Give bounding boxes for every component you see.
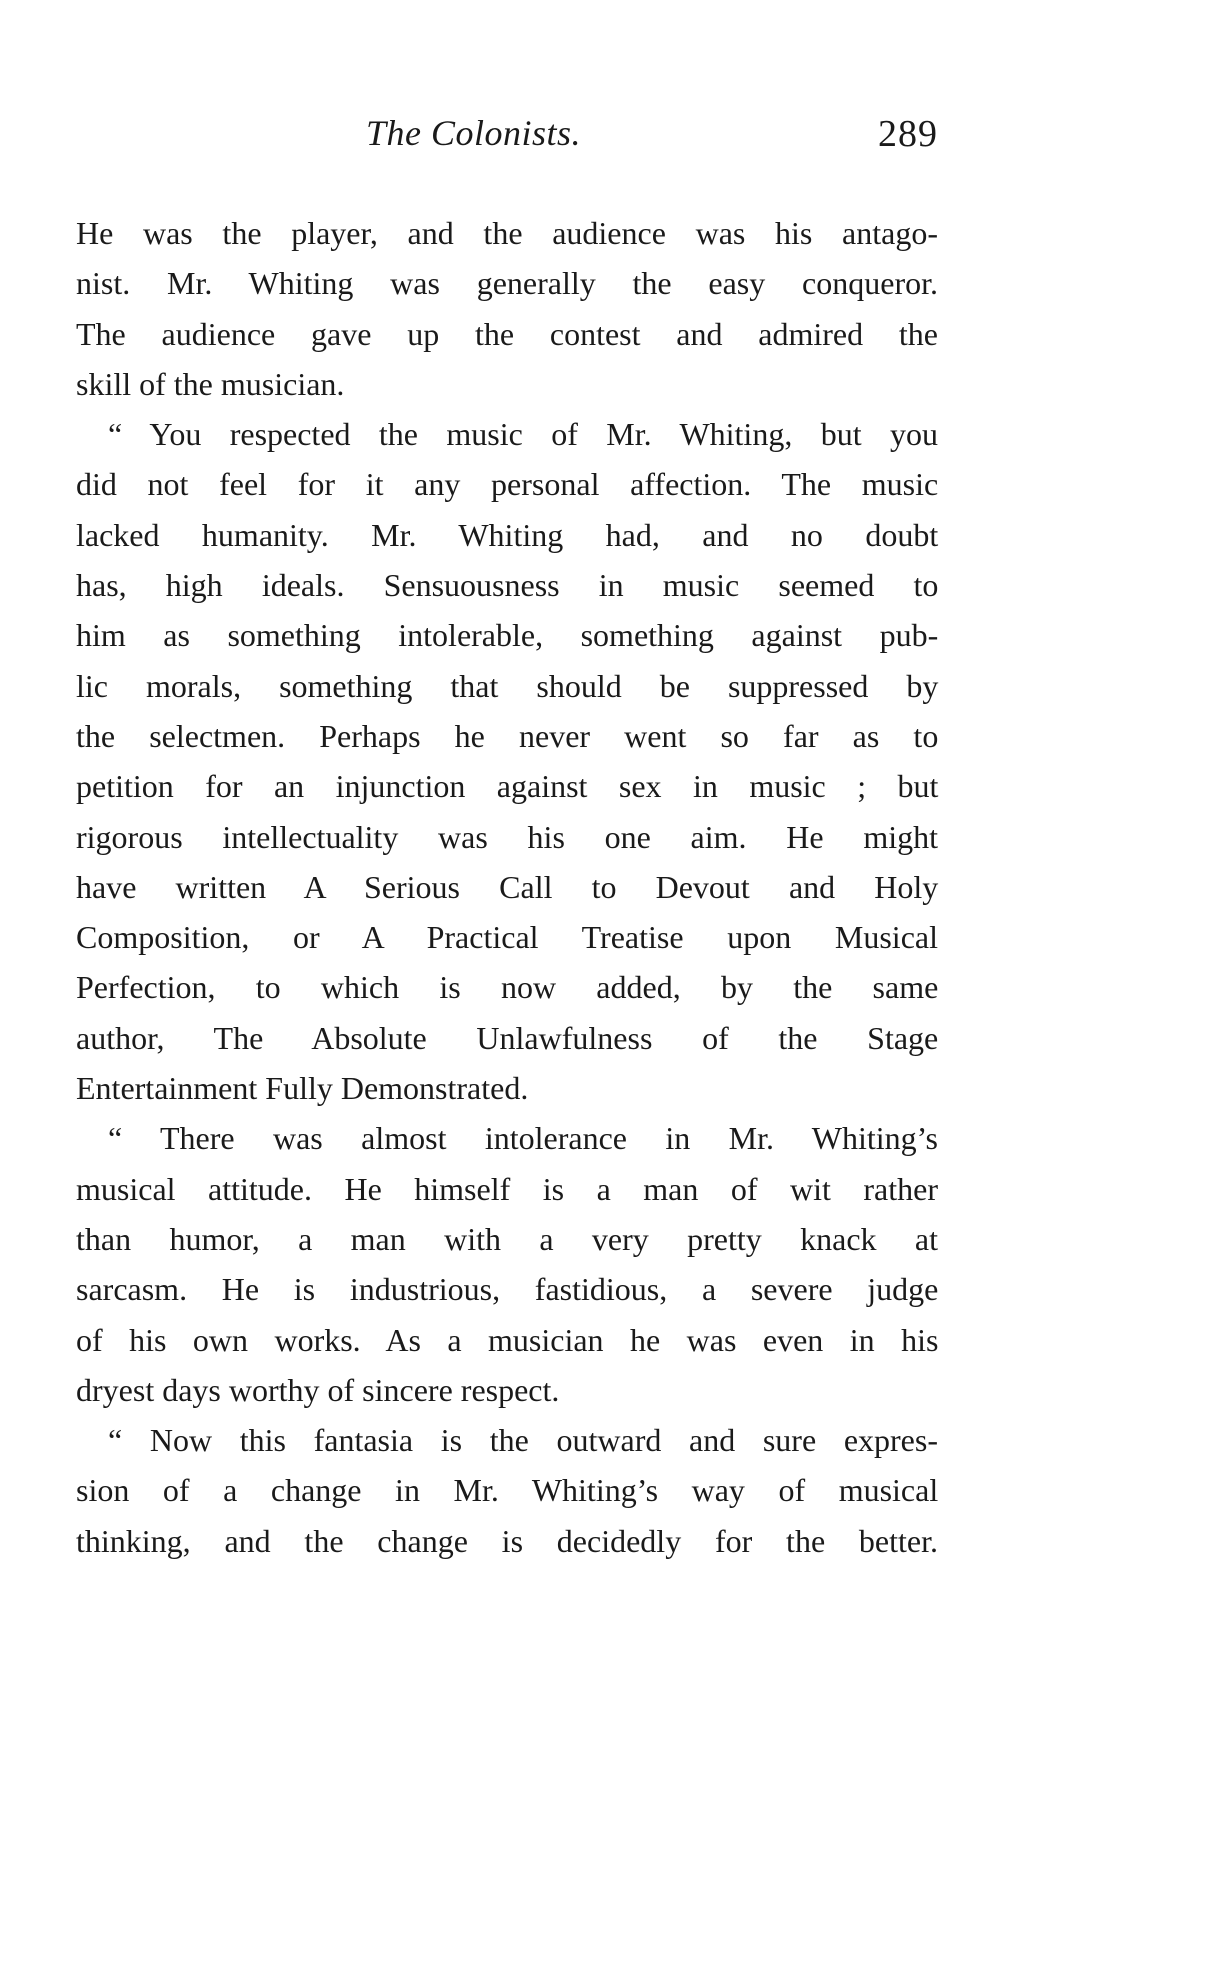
text-line: Composition, or A Practical Treatise upon Musical — [76, 919, 938, 956]
paragraph — [76, 409, 938, 1113]
text-line: author, The Absolute Unlawfulness of the Stage — [76, 1019, 939, 1056]
text-line: did not feel for it any personal affection. The music — [76, 466, 939, 503]
text-line: “ There was almost intolerance in Mr. Whiting’s — [108, 1120, 938, 1157]
text-line: “ Now this fantasia is the outward and sure expres- — [108, 1422, 938, 1459]
text-line: has, high ideals. Sensuousness in music seemed to — [76, 567, 939, 604]
text-line: nist. Mr. Whiting was generally the easy conqueror. — [76, 265, 938, 302]
text-line: He was the player, and the audience was his antago- — [76, 215, 938, 251]
running-title: The Colonists. — [366, 113, 582, 153]
running-head — [76, 112, 938, 162]
text-line: than humor, a man with a very pretty knack at — [76, 1220, 938, 1257]
text-line: sion of a change in Mr. Whiting’s way of musical — [76, 1472, 939, 1509]
text-line: musical attitude. He himself is a man of wit rather — [76, 1170, 938, 1207]
text-line: him as something intolerable, something against pub- — [76, 617, 939, 654]
text-line: The audience gave up the contest and admired the — [76, 315, 938, 352]
page-number: 289 — [878, 113, 938, 155]
text-line: the selectmen. Perhaps he never went so far as to — [76, 717, 939, 754]
text-line: of his own works. As a musician he was even in his — [76, 1321, 939, 1358]
text-line: lacked humanity. Mr. Whiting had, and no doubt — [76, 516, 939, 553]
text-line: dryest days worthy of sincere respect. — [76, 1371, 560, 1408]
text-line: thinking, and the change is decidedly for the better. — [76, 1522, 938, 1559]
text-line: Perfection, to which is now added, by the same — [76, 969, 939, 1006]
text-line: have written A Serious Call to Devout and Holy — [76, 868, 939, 905]
text-line: rigorous intellectuality was his one aim. He might — [76, 818, 938, 855]
text-line: sarcasm. He is industrious, fastidious, a severe judge — [76, 1271, 939, 1308]
body-text — [76, 208, 938, 1566]
paragraph — [76, 208, 938, 409]
text-line: “ You respected the music of Mr. Whiting, but you — [108, 416, 938, 453]
text-line: petition for an injunction against sex in music ; but — [76, 768, 939, 805]
paragraph — [76, 1415, 938, 1566]
text-line: Entertainment Fully Demonstrated. — [76, 1070, 529, 1107]
text-line: lic morals, something that should be suppressed by — [76, 667, 939, 704]
text-line: skill of the musician. — [76, 365, 345, 402]
paragraph — [76, 1113, 938, 1415]
